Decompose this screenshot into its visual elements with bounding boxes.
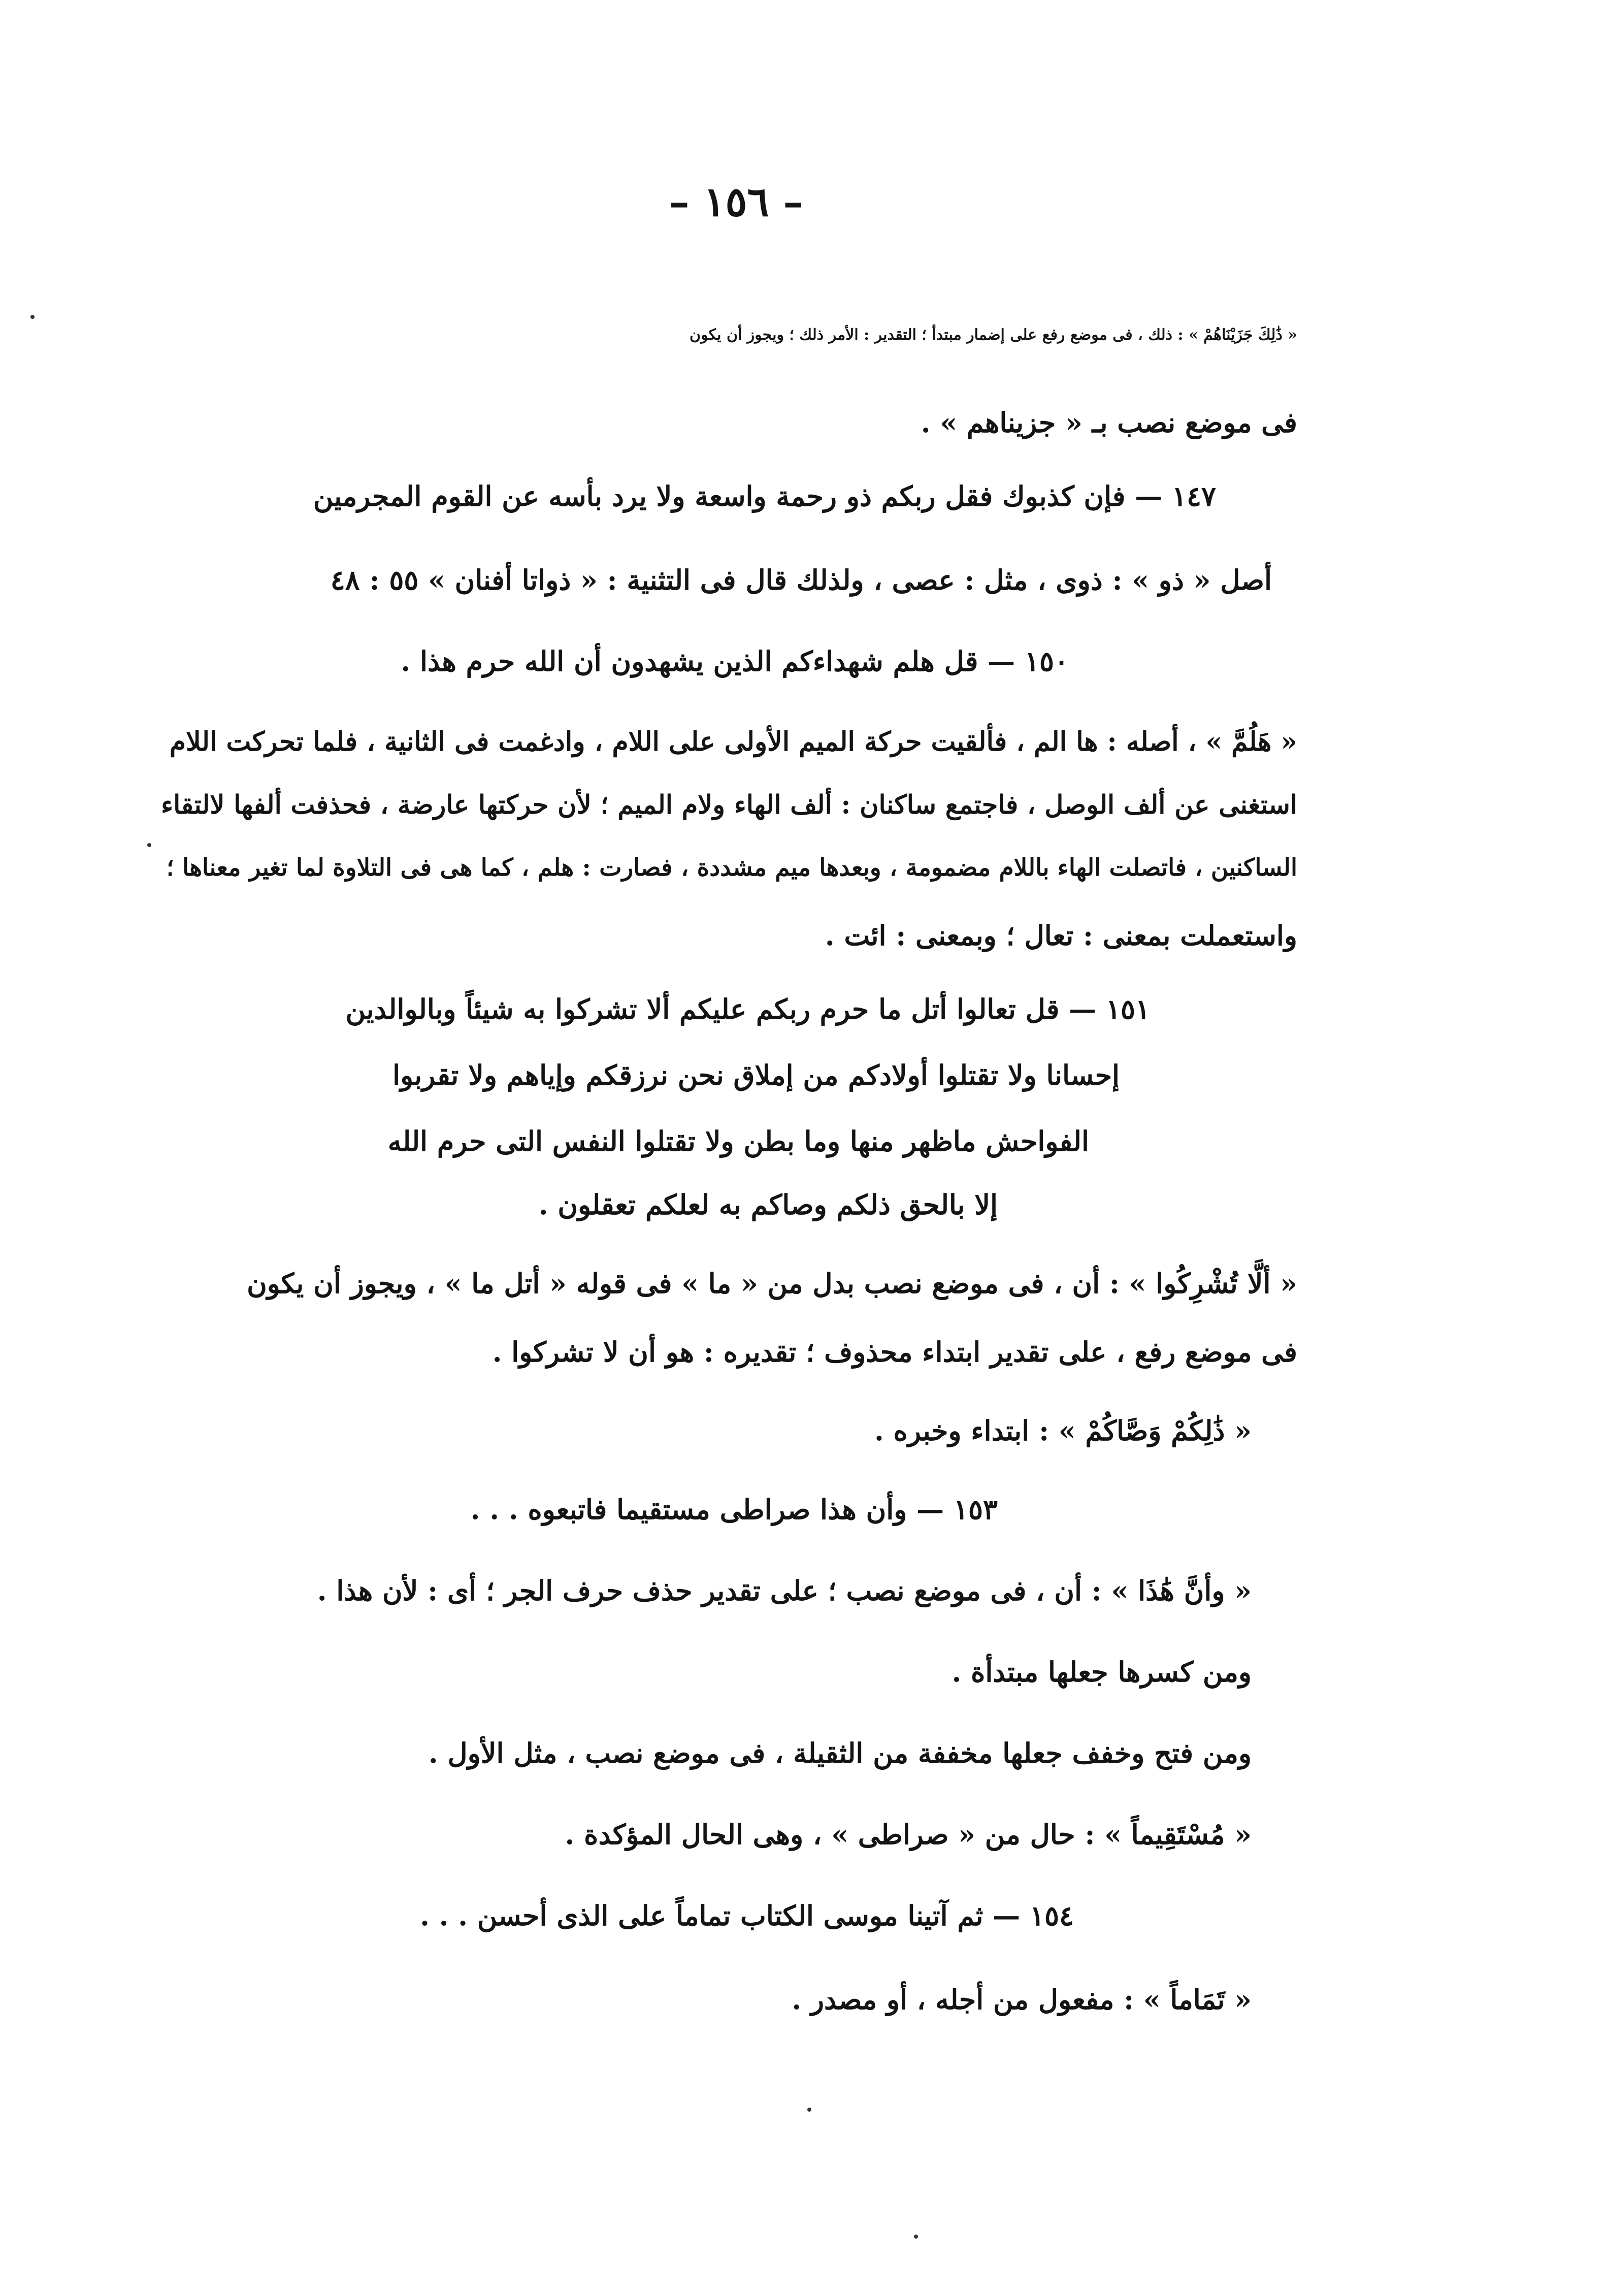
verse-line: الفواحش ماظهر منها وما بطن ولا تقتلوا النفس التى حرم الله <box>387 1125 1089 1157</box>
commentary-line: واستعملت بمعنى : تعال ؛ وبمعنى : ائت . <box>825 919 1297 952</box>
commentary-line: « هَلُمَّ » ، أصله : ها الم ، فألقيت حركة الميم الأولى على اللام ، وادغمت فى الثانية ، فلما تحركت اللام <box>169 726 1297 757</box>
commentary-line: « وأنَّ هَٰذَا » : أن ، فى موضع نصب ؛ على تقدير حذف حرف الجر ؛ أى : لأن هذا . <box>317 1574 1252 1607</box>
commentary-line: « تَمَاماً » : مفعول من أجله ، أو مصدر . <box>792 1983 1252 2016</box>
scan-speck <box>30 315 35 319</box>
verse-line: ١٤٧ — فإن كذبوك فقل ربكم ذو رحمة واسعة ولا يرد بأسه عن القوم المجرمين <box>313 480 1216 512</box>
commentary-line: فى موضع نصب بـ « جزيناهم » . <box>921 406 1297 439</box>
commentary-line: « ذَٰلِكَ جَزَيْنَاهُمْ » : ذلك ، فى موضع رفع على إضمار مبتدأ ؛ التقدير : الأمر ذلك ؛ ويجوز أن يكون <box>690 326 1297 344</box>
verse-line: ١٥٣ — وأن هذا صراطى مستقيما فاتبعوه . . . <box>470 1493 998 1526</box>
commentary-line: « ألَّا تُشْرِكُوا » : أن ، فى موضع نصب بدل من « ما » فى قوله « أتل ما » ، ويجوز أن يكون <box>247 1267 1297 1300</box>
scan-speck <box>807 2108 811 2112</box>
verse-line: ١٥٤ — ثم آتينا موسى الكتاب تماماً على الذى أحسن . . . <box>420 1899 1074 1932</box>
commentary-line: استغنى عن ألف الوصل ، فاجتمع ساكنان : ألف الهاء ولام الميم ؛ لأن حركتها عارضة ، فحذفت ألفها لالتقاء <box>161 790 1297 820</box>
verse-line: إلا بالحق ذلكم وصاكم به لعلكم تعقلون . <box>538 1188 998 1221</box>
commentary-line: « مُسْتَقِيماً » : حال من « صراطى » ، وهى الحال المؤكدة . <box>565 1818 1252 1851</box>
commentary-line: ومن فتح وخفف جعلها مخففة من الثقيلة ، فى موضع نصب ، مثل الأول . <box>428 1737 1252 1769</box>
verse-line: إحسانا ولا تقتلوا أولادكم من إملاق نحن نرزقكم وإياهم ولا تقربوا <box>392 1059 1120 1091</box>
verse-line: ١٥١ — قل تعالوا أتل ما حرم ربكم عليكم ألا تشركوا به شيئاً وبالوالدين <box>345 993 1150 1025</box>
commentary-line: فى موضع رفع ، على تقدير ابتداء محذوف ؛ تقديره : هو أن لا تشركوا . <box>492 1336 1297 1368</box>
page-number: – ١٥٦ – <box>669 178 804 225</box>
commentary-line: الساكنين ، فاتصلت الهاء باللام مضمومة ، وبعدها ميم مشددة ، فصارت : هلم ، كما هى فى التلاوة لما تغير معناها ؛ <box>166 854 1297 882</box>
verse-line: ١٥٠ — قل هلم شهداءكم الذين يشهدون أن الله حرم هذا . <box>401 645 1069 677</box>
scan-speck <box>914 2235 918 2239</box>
commentary-line: ومن كسرها جعلها مبتدأة . <box>952 1656 1252 1688</box>
commentary-line: « ذَٰلِكُمْ وَصَّاكُمْ » : ابتداء وخبره . <box>874 1414 1252 1447</box>
commentary-line: أصل « ذو » : ذوى ، مثل : عصى ، ولذلك قال فى التثنية : « ذواتا أفنان » ٥٥ : ٤٨ <box>330 564 1272 596</box>
scan-speck <box>147 843 151 847</box>
